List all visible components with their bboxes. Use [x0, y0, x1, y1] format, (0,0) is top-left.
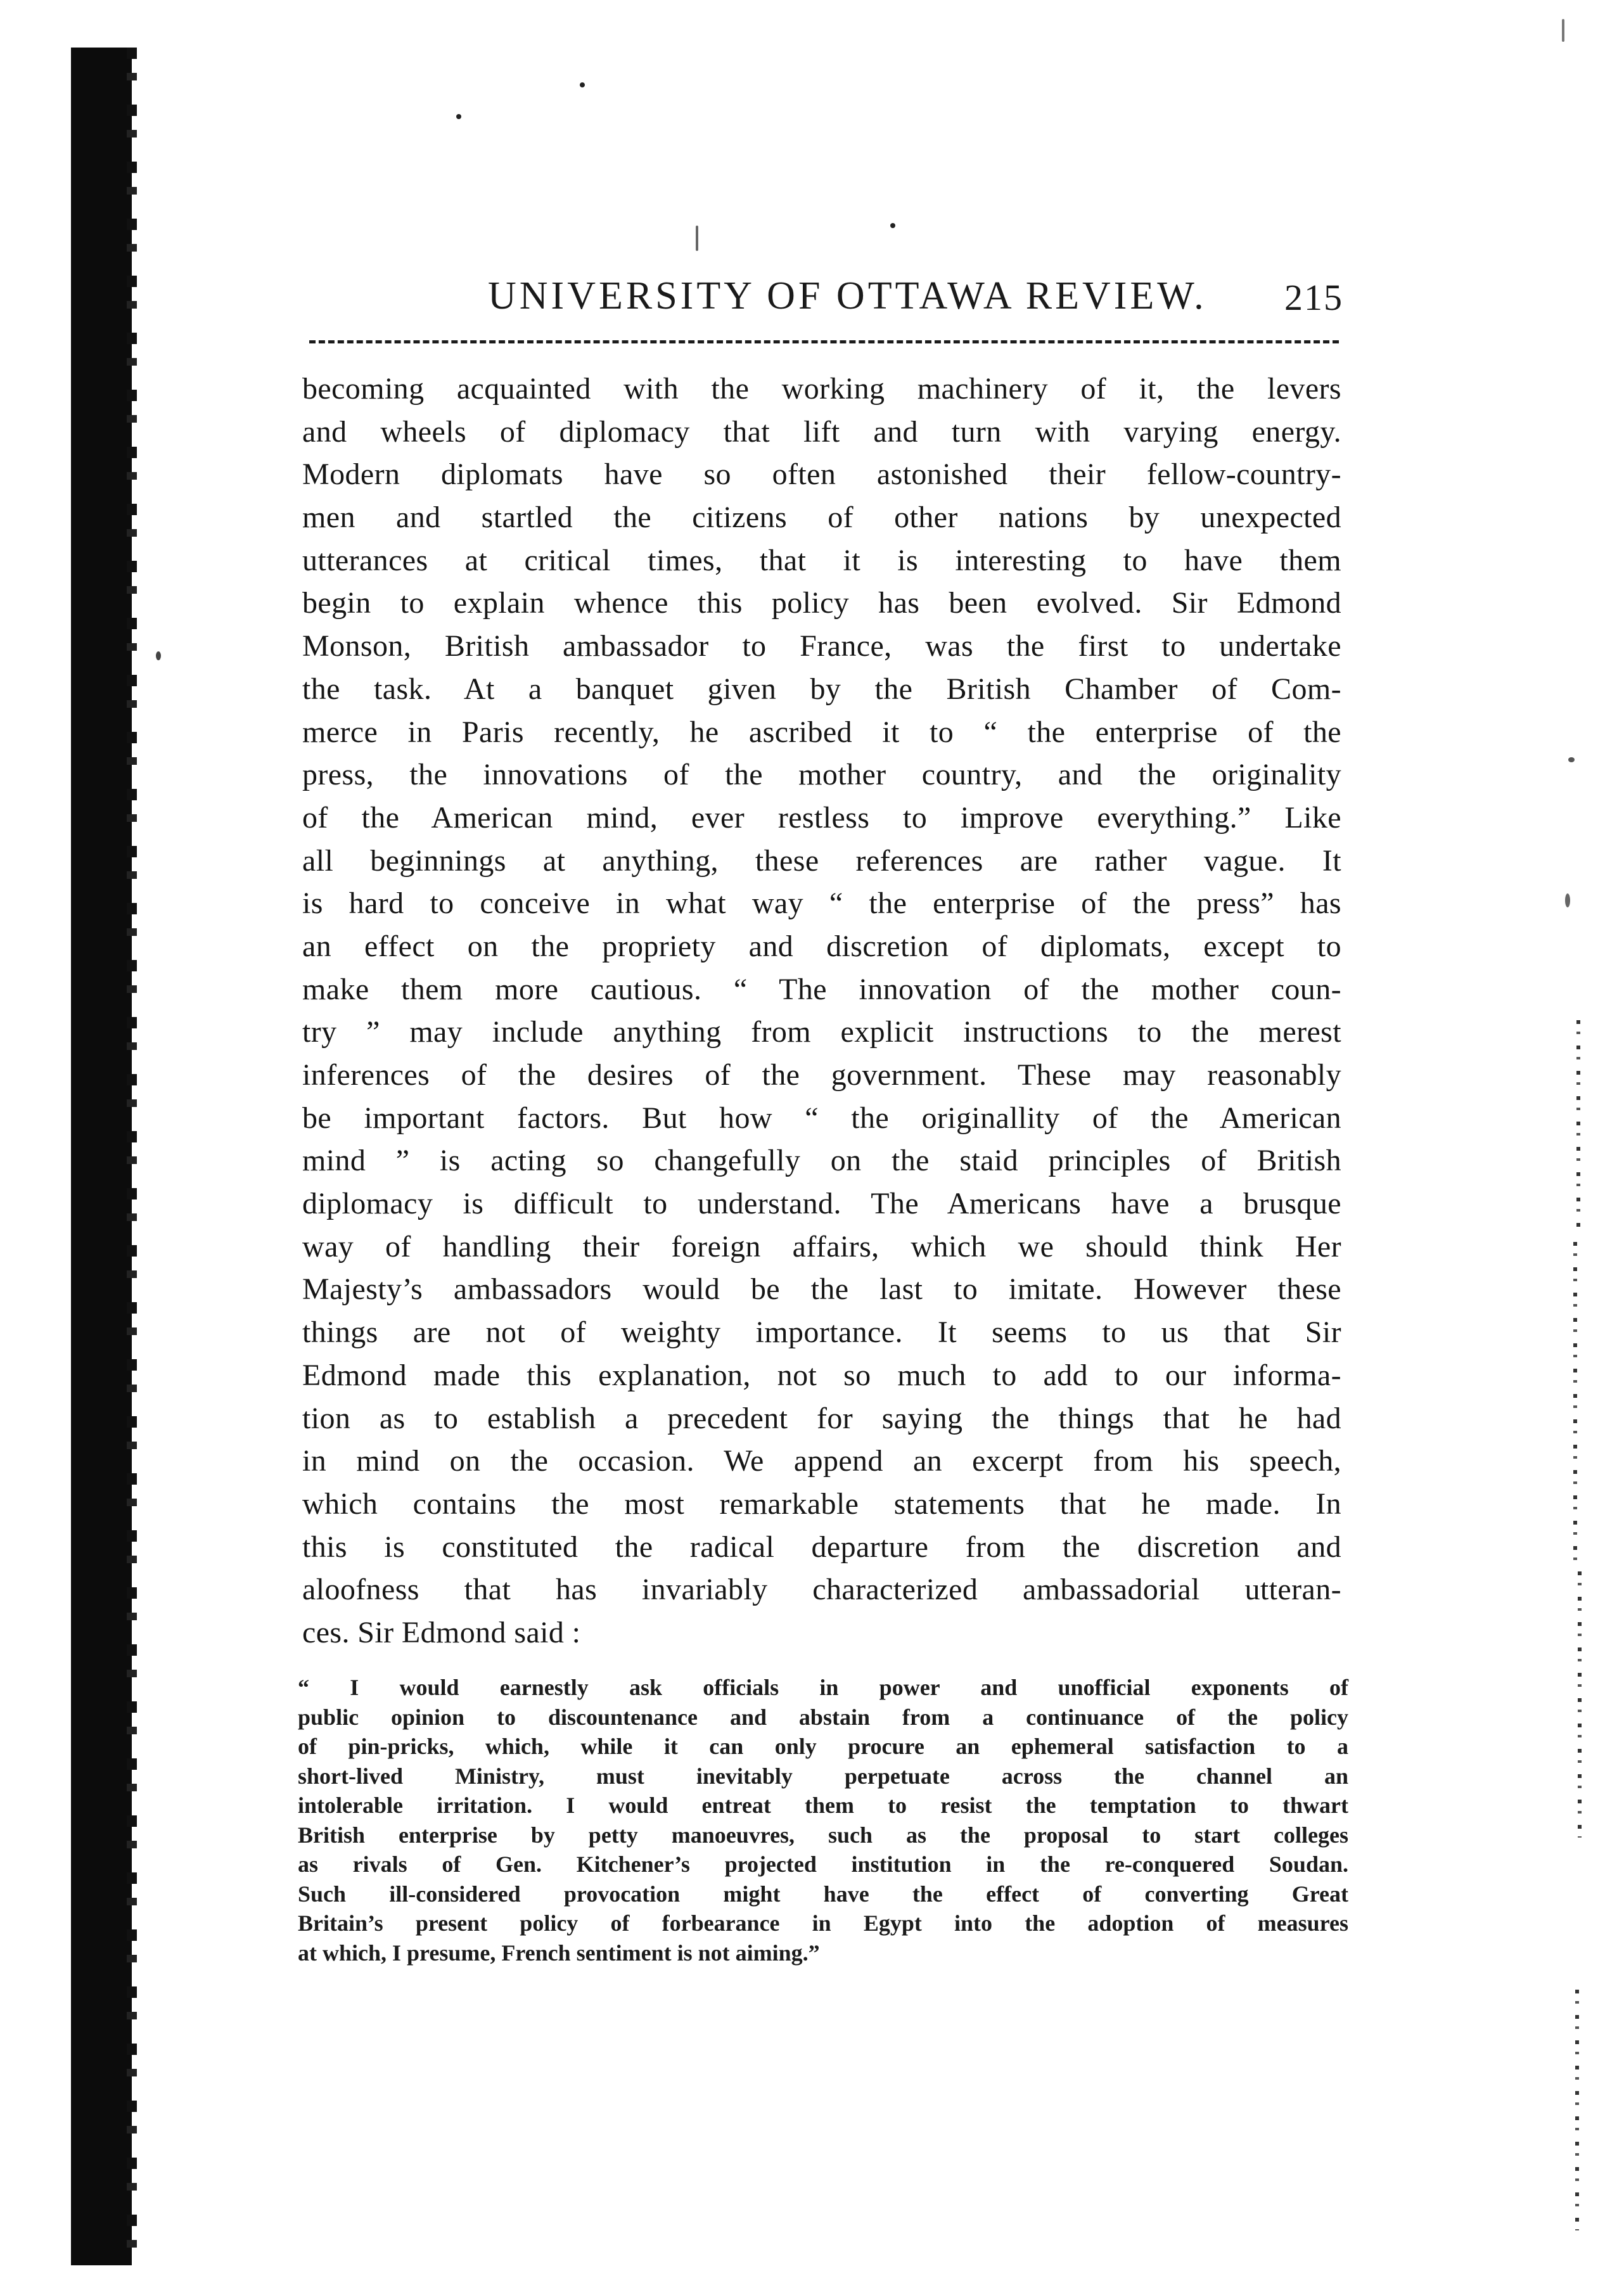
scan-edge-artifact — [1578, 1571, 1582, 1838]
text-line: mind ” is acting so changefully on the staid principles of British — [302, 1144, 1341, 1178]
scan-speck — [580, 82, 585, 87]
text-line: Monson, British ambassador to France, was the first to undertake — [302, 629, 1341, 663]
text-line: an effect on the propriety and discretion of diplomats, except to — [302, 929, 1341, 963]
scan-speck — [1568, 757, 1575, 762]
scan-speck — [696, 226, 698, 251]
text-line: Edmond made this explanation, not so much to add to our informa- — [302, 1358, 1341, 1392]
quote-line: short-lived Ministry, must inevitably perpetuate across the channel an — [298, 1763, 1348, 1789]
quote-line: intolerable irritation. I would entreat them to resist the temptation to thwart — [298, 1793, 1348, 1818]
text-line: this is constituted the radical departure from the discretion and — [302, 1530, 1341, 1564]
quote-line: Such ill-considered provocation might have the effect of converting Great — [298, 1881, 1348, 1907]
text-line: ces. Sir Edmond said : — [302, 1615, 581, 1649]
text-line: which contains the most remarkable statements that he made. In — [302, 1487, 1341, 1521]
text-line: of the American mind, ever restless to improve everything.” Like — [302, 800, 1341, 835]
header-rule — [309, 340, 1339, 343]
text-line: Majesty’s ambassadors would be the last to imitate. However these — [302, 1272, 1341, 1307]
text-line: diplomacy is difficult to understand. The Americans have a brusque — [302, 1187, 1341, 1221]
text-line: begin to explain whence this policy has been evolved. Sir Edmond — [302, 586, 1341, 620]
scan-edge-artifact — [1576, 1020, 1580, 1229]
quote-line: Britain’s present policy of forbearance in Egypt into the adoption of measures — [298, 1910, 1348, 1936]
text-line: press, the innovations of the mother country, and the originality — [302, 758, 1341, 792]
quote-line: public opinion to discountenance and abstain from a continuance of the policy — [298, 1704, 1348, 1730]
text-line: in mind on the occasion. We append an excerpt from his speech, — [302, 1444, 1341, 1478]
scan-edge-artifact — [1573, 1242, 1577, 1571]
text-line: tion as to establish a precedent for saying the things that he had — [302, 1401, 1341, 1435]
text-line: is hard to conceive in what way “ the enterprise of the press” has — [302, 886, 1341, 921]
text-line: the task. At a banquet given by the British Chamber of Com- — [302, 672, 1341, 706]
text-line: Modern diplomats have so often astonished their fellow-country- — [302, 457, 1341, 492]
text-line: becoming acquainted with the working machinery of it, the levers — [302, 372, 1341, 406]
text-line: merce in Paris recently, he ascribed it to “ the enterprise of the — [302, 715, 1341, 749]
block-quote — [298, 1673, 1348, 1967]
running-head — [304, 274, 1343, 324]
text-line: things are not of weighty importance. It seems to us that Sir — [302, 1315, 1341, 1350]
text-line: and wheels of diplomacy that lift and turn with varying energy. — [302, 414, 1341, 449]
text-line: be important factors. But how “ the originallity of the American — [302, 1101, 1341, 1135]
text-line: aloofness that has invariably characterized ambassadorial utteran- — [302, 1573, 1341, 1607]
page-number: 215 — [1284, 277, 1343, 318]
quote-line: of pin-pricks, which, while it can only procure an ephemeral satisfaction to a — [298, 1734, 1348, 1759]
binding-edge-ragged — [127, 48, 137, 2265]
text-line: inferences of the desires of the government. These may reasonably — [302, 1058, 1341, 1092]
scan-edge-artifact — [1575, 1990, 1579, 2230]
scan-speck — [890, 223, 895, 228]
binding-edge — [71, 48, 132, 2265]
scan-speck — [1562, 19, 1564, 42]
text-line: utterances at critical times, that it is interesting to have them — [302, 543, 1341, 577]
quote-line: British enterprise by petty manoeuvres, such as the proposal to start colleges — [298, 1822, 1348, 1848]
text-line: make them more cautious. “ The innovation of the mother coun- — [302, 972, 1341, 1006]
body-paragraph — [302, 368, 1341, 1654]
text-line: try ” may include anything from explicit instructions to the merest — [302, 1015, 1341, 1049]
text-line: all beginnings at anything, these references are rather vague. It — [302, 843, 1341, 878]
quote-line: as rivals of Gen. Kitchener’s projected institution in the re-conquered Soudan. — [298, 1852, 1348, 1877]
quote-line: “ I would earnestly ask officials in power and unofficial exponents of — [298, 1675, 1348, 1700]
text-line: way of handling their foreign affairs, which we should think Her — [302, 1229, 1341, 1263]
quote-line: at which, I presume, French sentiment is not aiming.” — [298, 1940, 820, 1966]
text-line: men and startled the citizens of other nations by unexpected — [302, 501, 1341, 535]
scan-speck — [456, 114, 461, 119]
scan-speck — [156, 651, 161, 660]
running-title: UNIVERSITY OF OTTAWA REVIEW. — [488, 274, 1207, 317]
scan-speck — [1565, 893, 1570, 907]
